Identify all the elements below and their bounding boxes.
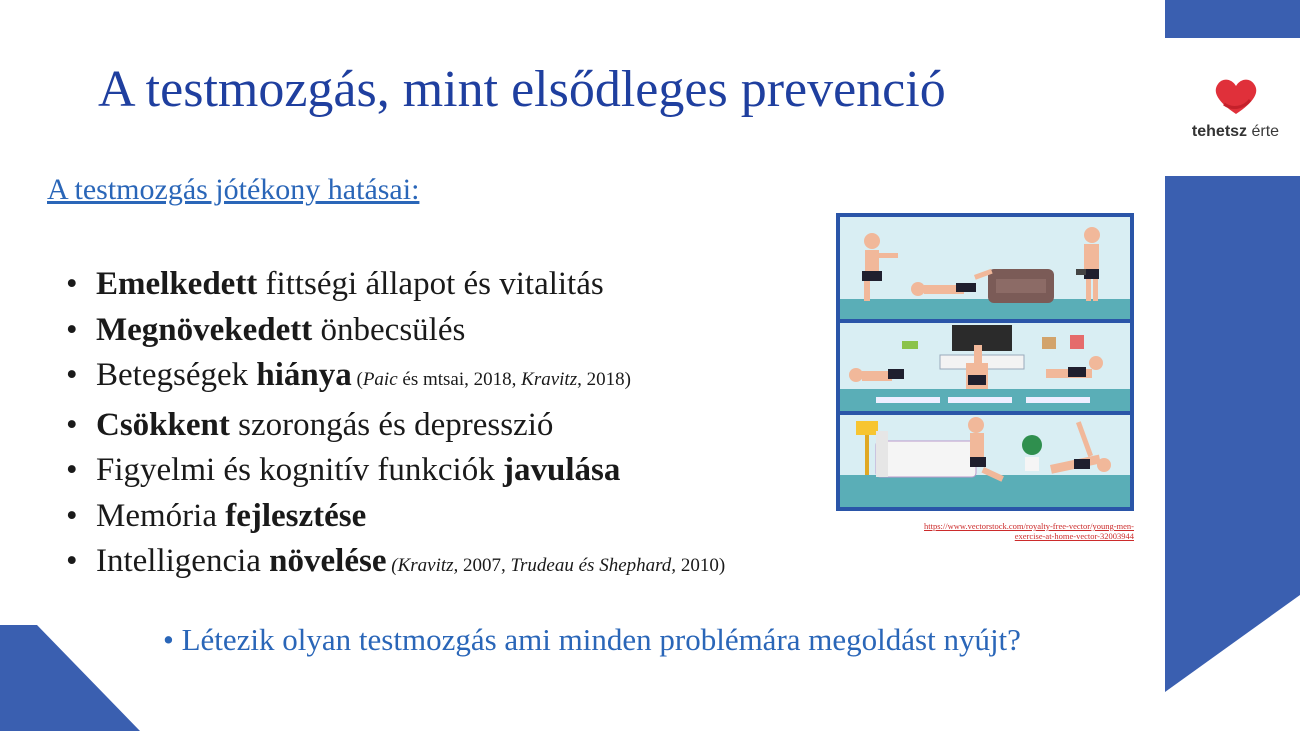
yoga-mat [1026,397,1090,403]
logo-text [1178,123,1293,141]
exercise-illustration [836,213,1134,511]
bold-keyword: javulása [502,452,621,488]
list-item [66,448,725,494]
list-item [66,403,725,449]
list-item [66,353,725,403]
item-text: fittségi állapot és vitalitás [257,266,604,302]
list-item [66,262,725,308]
yoga-mat [876,397,940,403]
bullet-dot: • [66,497,78,534]
heart-icon [1210,74,1262,118]
logo-word-tehetsz: tehetsz [1191,123,1248,140]
source-line-1[interactable]: https://www.vectorstock.com/royalty-free-vector/young-men- [924,521,1134,531]
bold-keyword: Csökkent [96,406,230,443]
top-right-bar [1165,0,1300,38]
bullet-dot: • [66,266,78,302]
citation: (Kravitz, 2007, Trudeau és Shephard, 2010) [386,555,726,576]
list-item [66,539,725,589]
lamp-icon [856,421,878,435]
list-item [66,494,725,540]
citation: (Paic és mtsai, 2018, Kravitz, 2018) [351,369,631,390]
bold-keyword: Emelkedett [96,266,258,302]
item-text: Memória [96,497,226,534]
slide-subtitle[interactable]: A testmozgás jótékony hatásai: [47,173,420,206]
item-text: Figyelmi és kognitív funkciók [96,452,503,488]
bullet-dot: • [66,311,78,348]
bold-keyword: Megnövekedett [96,311,313,348]
item-text: Betegségek [96,357,257,393]
bullet-dot: • [66,543,78,579]
tehetsz-erte-logo [1178,74,1293,141]
source-line-2[interactable]: exercise-at-home-vector-32003944 [1014,531,1134,541]
slide-title: A testmozgás, mint elsődleges prevenció [98,61,946,118]
logo-word-erte: érte [1247,123,1280,140]
item-text: Intelligencia [96,543,270,579]
benefits-list [66,262,725,589]
bold-keyword: fejlesztése [225,497,367,534]
yoga-mat [948,397,1012,403]
list-item [66,308,725,354]
bullet-dot: • [66,357,78,393]
bullet-dot: • [66,452,78,488]
bold-keyword: hiánya [256,357,352,393]
item-text: önbecsülés [312,311,466,348]
right-side-triangle [1165,176,1300,692]
question-bullet: • Létezik olyan testmozgás ami minden problémára megoldást nyújt? [163,622,1021,657]
bed-icon [876,441,976,477]
bold-keyword: növelése [269,543,387,579]
item-text: szorongás és depresszió [229,406,554,443]
bullet-dot: • [66,406,78,443]
image-source-link[interactable] [850,521,1134,541]
bottom-left-triangle [0,625,140,731]
